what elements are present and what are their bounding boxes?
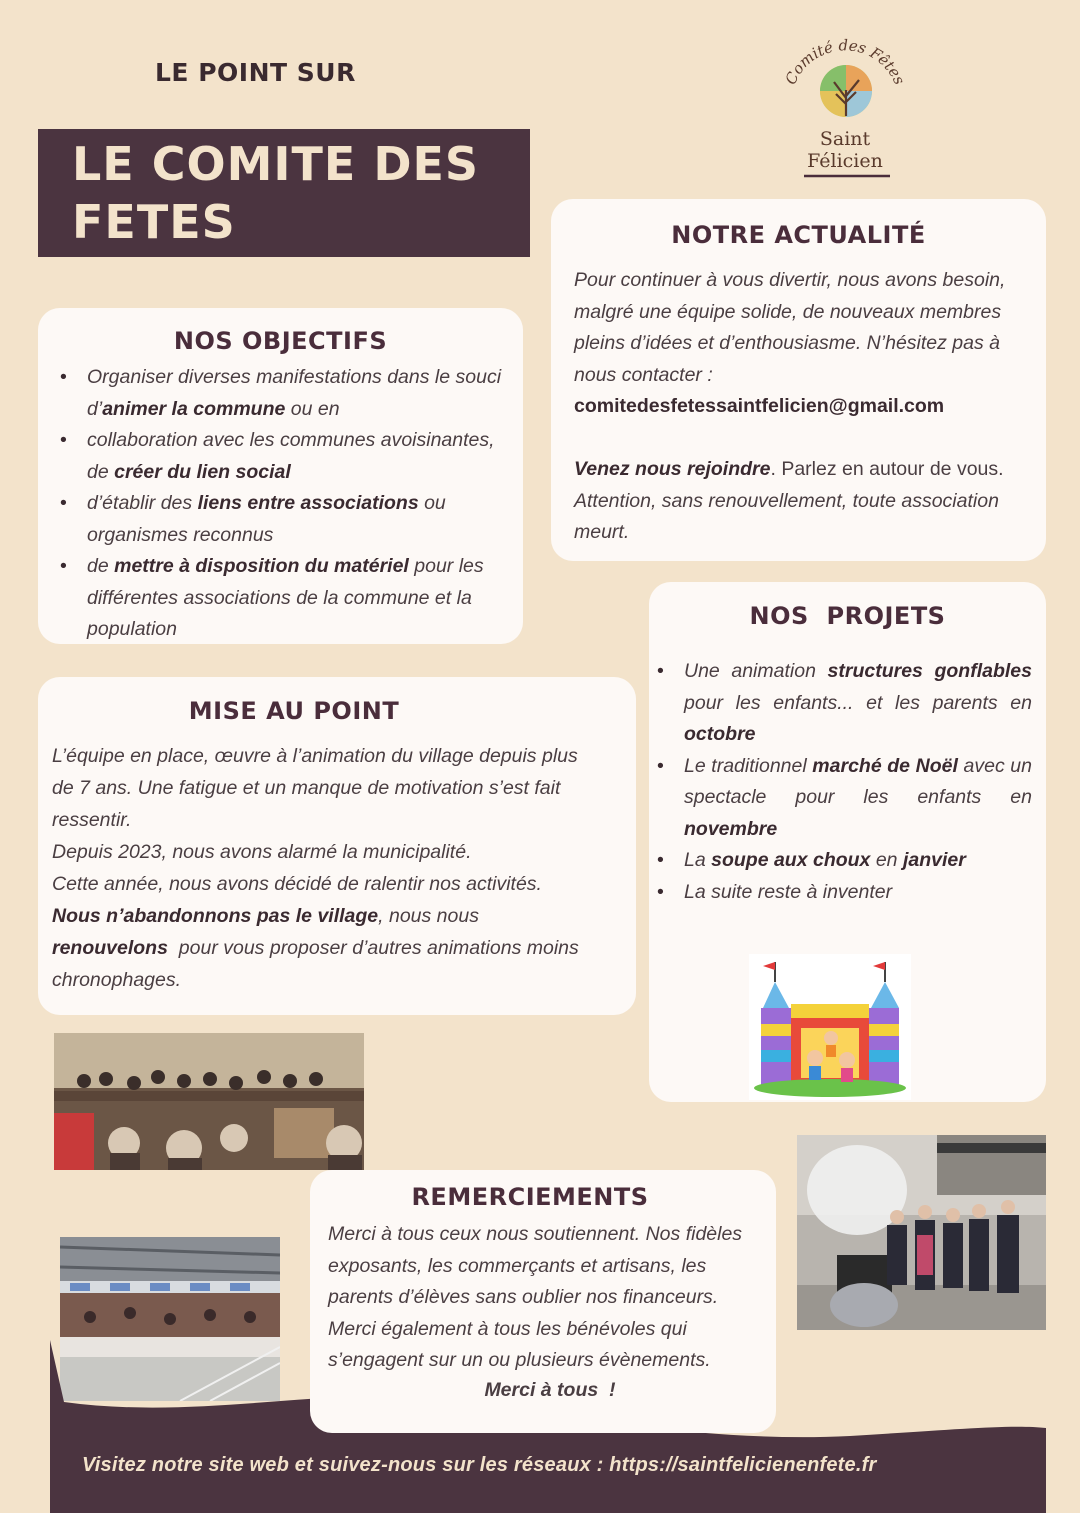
photo-soupe-aux-choux <box>797 1135 1046 1330</box>
page-title-line-2: FETES <box>72 195 236 249</box>
projets-heading: NOS PROJETS <box>749 602 946 630</box>
remerciements-text: Merci à tous ceux nous soutiennent. Nos fidèles exposants, les commerçants et artisans, les parents d’élèves sans oublier nos financeurs. Merci également à tous les bénévoles qui s’engagent sur un ou plusieurs évènements. <box>328 1223 743 1371</box>
actualite-text: Pour continuer à vous divertir, nous avons besoin, malgré une équipe solide, de nouveaux membres pleins d’idées et d’enthousiasme. N’hésitez pas à nous contacter : comitedesfetessaintfelicien@gmail.com Venez nous rejoindre. Parlez en autour de vous. Attention, sans renouvellement, toute association meurt. <box>574 269 1006 543</box>
list-item: • Le traditionnel marché de Noël avec un spectacle pour les enfants en novembre <box>635 751 1032 846</box>
list-item: • La soupe aux choux en janvier <box>635 845 1032 877</box>
bouncy-castle-illustration <box>749 954 911 1100</box>
mise-au-point-heading: MISE AU POINT <box>188 697 400 725</box>
remerciements-heading: REMERCIEMENTS <box>411 1183 649 1211</box>
objectifs-card <box>38 308 523 644</box>
list-item: • d’établir des liens entre associations ou organismes reconnus <box>38 488 514 551</box>
actualite-heading: NOTRE ACTUALITÉ <box>671 221 926 249</box>
list-item: • La suite reste à inventer <box>635 877 1032 909</box>
mise-au-point-card <box>38 677 636 1015</box>
remerciements-card <box>310 1170 776 1433</box>
actualite-card <box>551 199 1046 561</box>
logo <box>780 32 910 182</box>
objectifs-list <box>38 362 514 646</box>
footer-text[interactable]: Visitez notre site web et suivez-nous sur les réseaux : https://saintfelicienenfete.fr <box>82 1454 877 1476</box>
projets-card <box>649 582 1046 1102</box>
list-item: • Une animation structures gonflables pour les enfants... et les parents en octobre <box>635 656 1032 751</box>
contact-email[interactable]: comitedesfetessaintfelicien@gmail.com <box>574 395 945 417</box>
remerciements-closing: Merci à tous ! <box>484 1379 616 1401</box>
title-banner <box>38 129 530 257</box>
page-title-line-1: LE COMITE DES <box>72 137 480 191</box>
mise-au-point-text: L’équipe en place, œuvre à l’animation du village depuis plus de 7 ans. Une fatigue et un manque de motivation s’est fait ressentir. Depuis 2023, nous avons alarmé la municipalité. Cette année, nous avons décidé de ralentir nos activités. Nous n’abandonnons pas le village, nous nous renouvelons pour vous proposer d’autres animations moins chronophages. <box>52 745 585 991</box>
objectifs-heading: NOS OBJECTIFS <box>173 327 388 355</box>
list-item: • Organiser diverses manifestations dans le souci d’animer la commune ou en <box>38 362 514 425</box>
list-item: • collaboration avec les communes avoisinantes, de créer du lien social <box>38 425 514 488</box>
svg-text:Comité des Fêtes: Comité des Fêtes <box>781 36 909 88</box>
photo-christmas-market <box>54 1033 364 1170</box>
projets-list <box>635 656 1032 908</box>
bouncy-castle-icon <box>749 954 911 1100</box>
list-item: • de mettre à disposition du matériel pour les différentes associations de la commune et la population <box>38 551 514 646</box>
page-subtitle: LE POINT SUR <box>155 58 356 87</box>
logo-name: Saint Félicien <box>807 128 883 172</box>
